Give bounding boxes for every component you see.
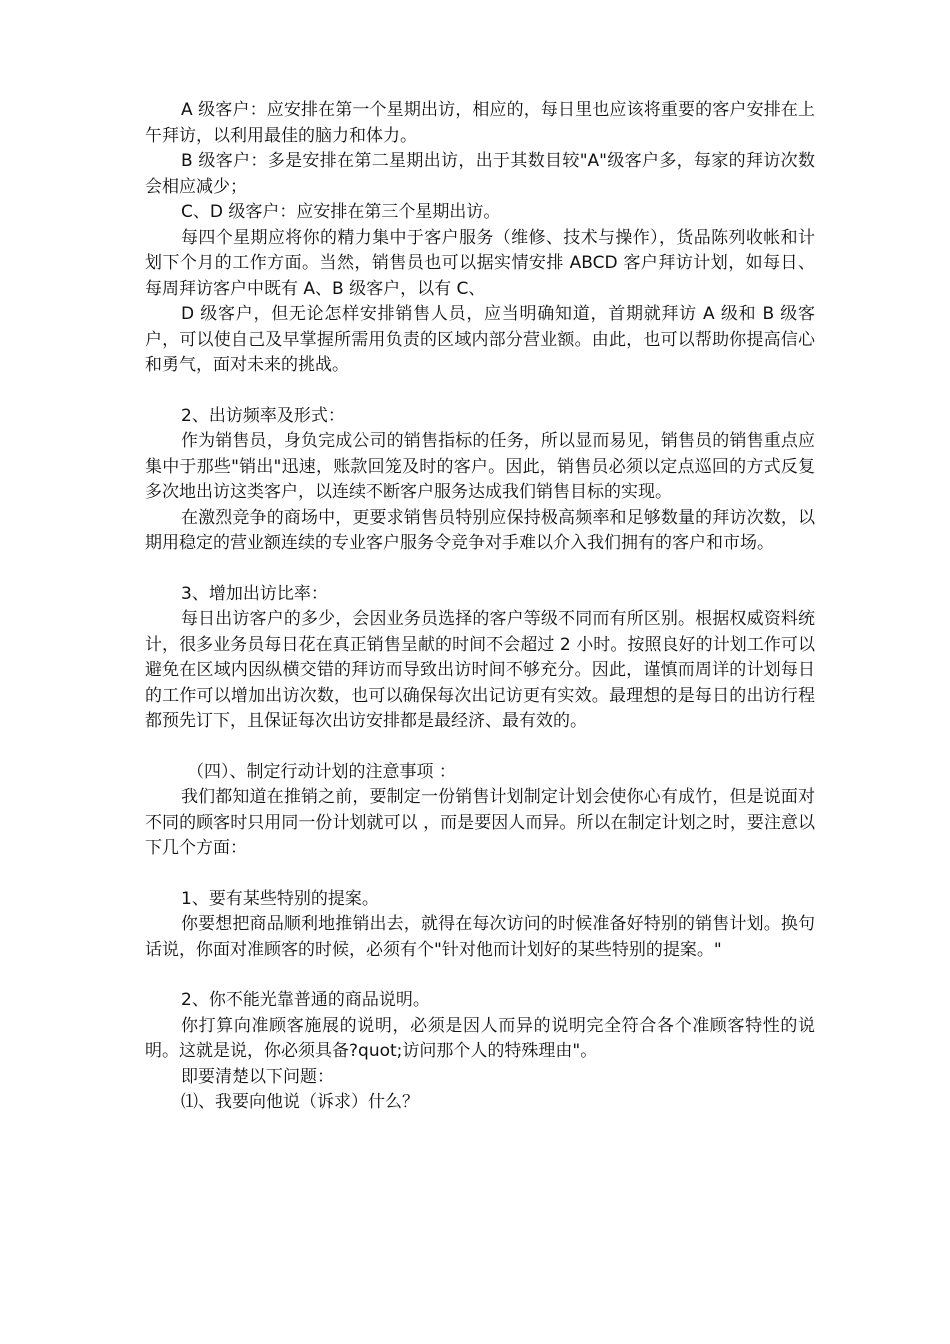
section-heading-product-description: 2、你不能光靠普通的商品说明。 [181, 990, 430, 1010]
paragraph-a-clients: A 级客户：应安排在第一个星期出访，相应的，每日里也应该将重要的客户安排在上午拜访，以利用最佳的脑力和体力。 [145, 100, 815, 146]
section-heading-action-plan: （四）、制定行动计划的注意事项 ： [187, 761, 456, 782]
list-item-question-1: ⑴、我要向他说（诉求）什么？ [181, 1092, 419, 1112]
paragraph-daily-visits: 每日出访客户的多少，会因业务员选择的客户等级不同而有所区别。根据权威资料统计，很多业务员每日花在真正销售呈献的时间不会超过 2 小时。按照良好的计划工作可以避免在区域内因纵横交错的拜访而导致出访时间不够充分。因此，谨慎而周详的计划每日的工作可以增加出访次数，也可以确保每次出记访更有实效。最理想的是每日的出访行程都预先订下，且保证每次出访安排都是最经济、最有效的。 [145, 609, 815, 731]
section-heading-visit-frequency: 2、出访频率及形式： [181, 405, 345, 426]
paragraph-tailored-description: 你打算向准顾客施展的说明，必须是因人而异的说明完全符合各个准顾客特性的说明。这就是说，你必须具备?quot;访问那个人的特殊理由"。 [145, 1015, 815, 1061]
paragraph-cd-clients: C、D 级客户：应安排在第三个星期出访。 [181, 202, 501, 222]
document-body [145, 98, 815, 1116]
paragraph-special-proposal: 你要想把商品顺利地推销出去，就得在每次访问的时候准备好特别的销售计划。换句话说，你面对准顾客的时候，必须有个"针对他而计划好的某些特别的提案。" [145, 914, 815, 960]
paragraph-plan-intro: 我们都知道在推销之前，要制定一份销售计划制定计划会使你心有成竹，但是说面对不同的顾客时只用同一份计划就可以 ，而是要因人而异。所以在制定计划之时，要注意以下几个方面： [145, 787, 815, 858]
paragraph-questions-intro: 即要清楚以下问题： [181, 1066, 334, 1087]
section-heading-special-proposal: 1、要有某些特别的提案。 [181, 888, 379, 909]
section-heading-visit-rate: 3、增加出访比率： [181, 583, 328, 604]
paragraph-b-clients: B 级客户：多是安排在第二星期出访，出于其数目较"A"级客户多，每家的拜访次数会相应减少； [145, 151, 815, 197]
paragraph-d-clients: D 级客户，但无论怎样安排销售人员，应当明确知道，首期就拜访 A 级和 B 级客户，可以使自己及早掌握所需用负责的区域内部分营业额。由此，也可以帮助你提高信心和勇气，面对未来的挑战。 [145, 304, 815, 375]
paragraph-sales-targets: 作为销售员，身负完成公司的销售指标的任务，所以显而易见，销售员的销售重点应集中于那些"销出"迅速，账款回笼及时的客户。因此，销售员必须以定点巡回的方式反复多次地出访这类客户，以连续不断客户服务达成我们销售目标的实现。 [145, 431, 815, 502]
paragraph-fourth-week: 每四个星期应将你的精力集中于客户服务（维修、技术与操作），货品陈列收帐和计划下个月的工作方面。当然，销售员也可以据实情安排 ABCD 客户拜访计划，如每日、每周拜访客户中既有 A、B 级客户，以有 C、 [145, 227, 815, 299]
paragraph-competition: 在激烈竞争的商场中，更要求销售员特别应保持极高频率和足够数量的拜访次数，以期用稳定的营业额连续的专业客户服务令竞争对手难以介入我们拥有的客户和市场。 [145, 507, 815, 553]
